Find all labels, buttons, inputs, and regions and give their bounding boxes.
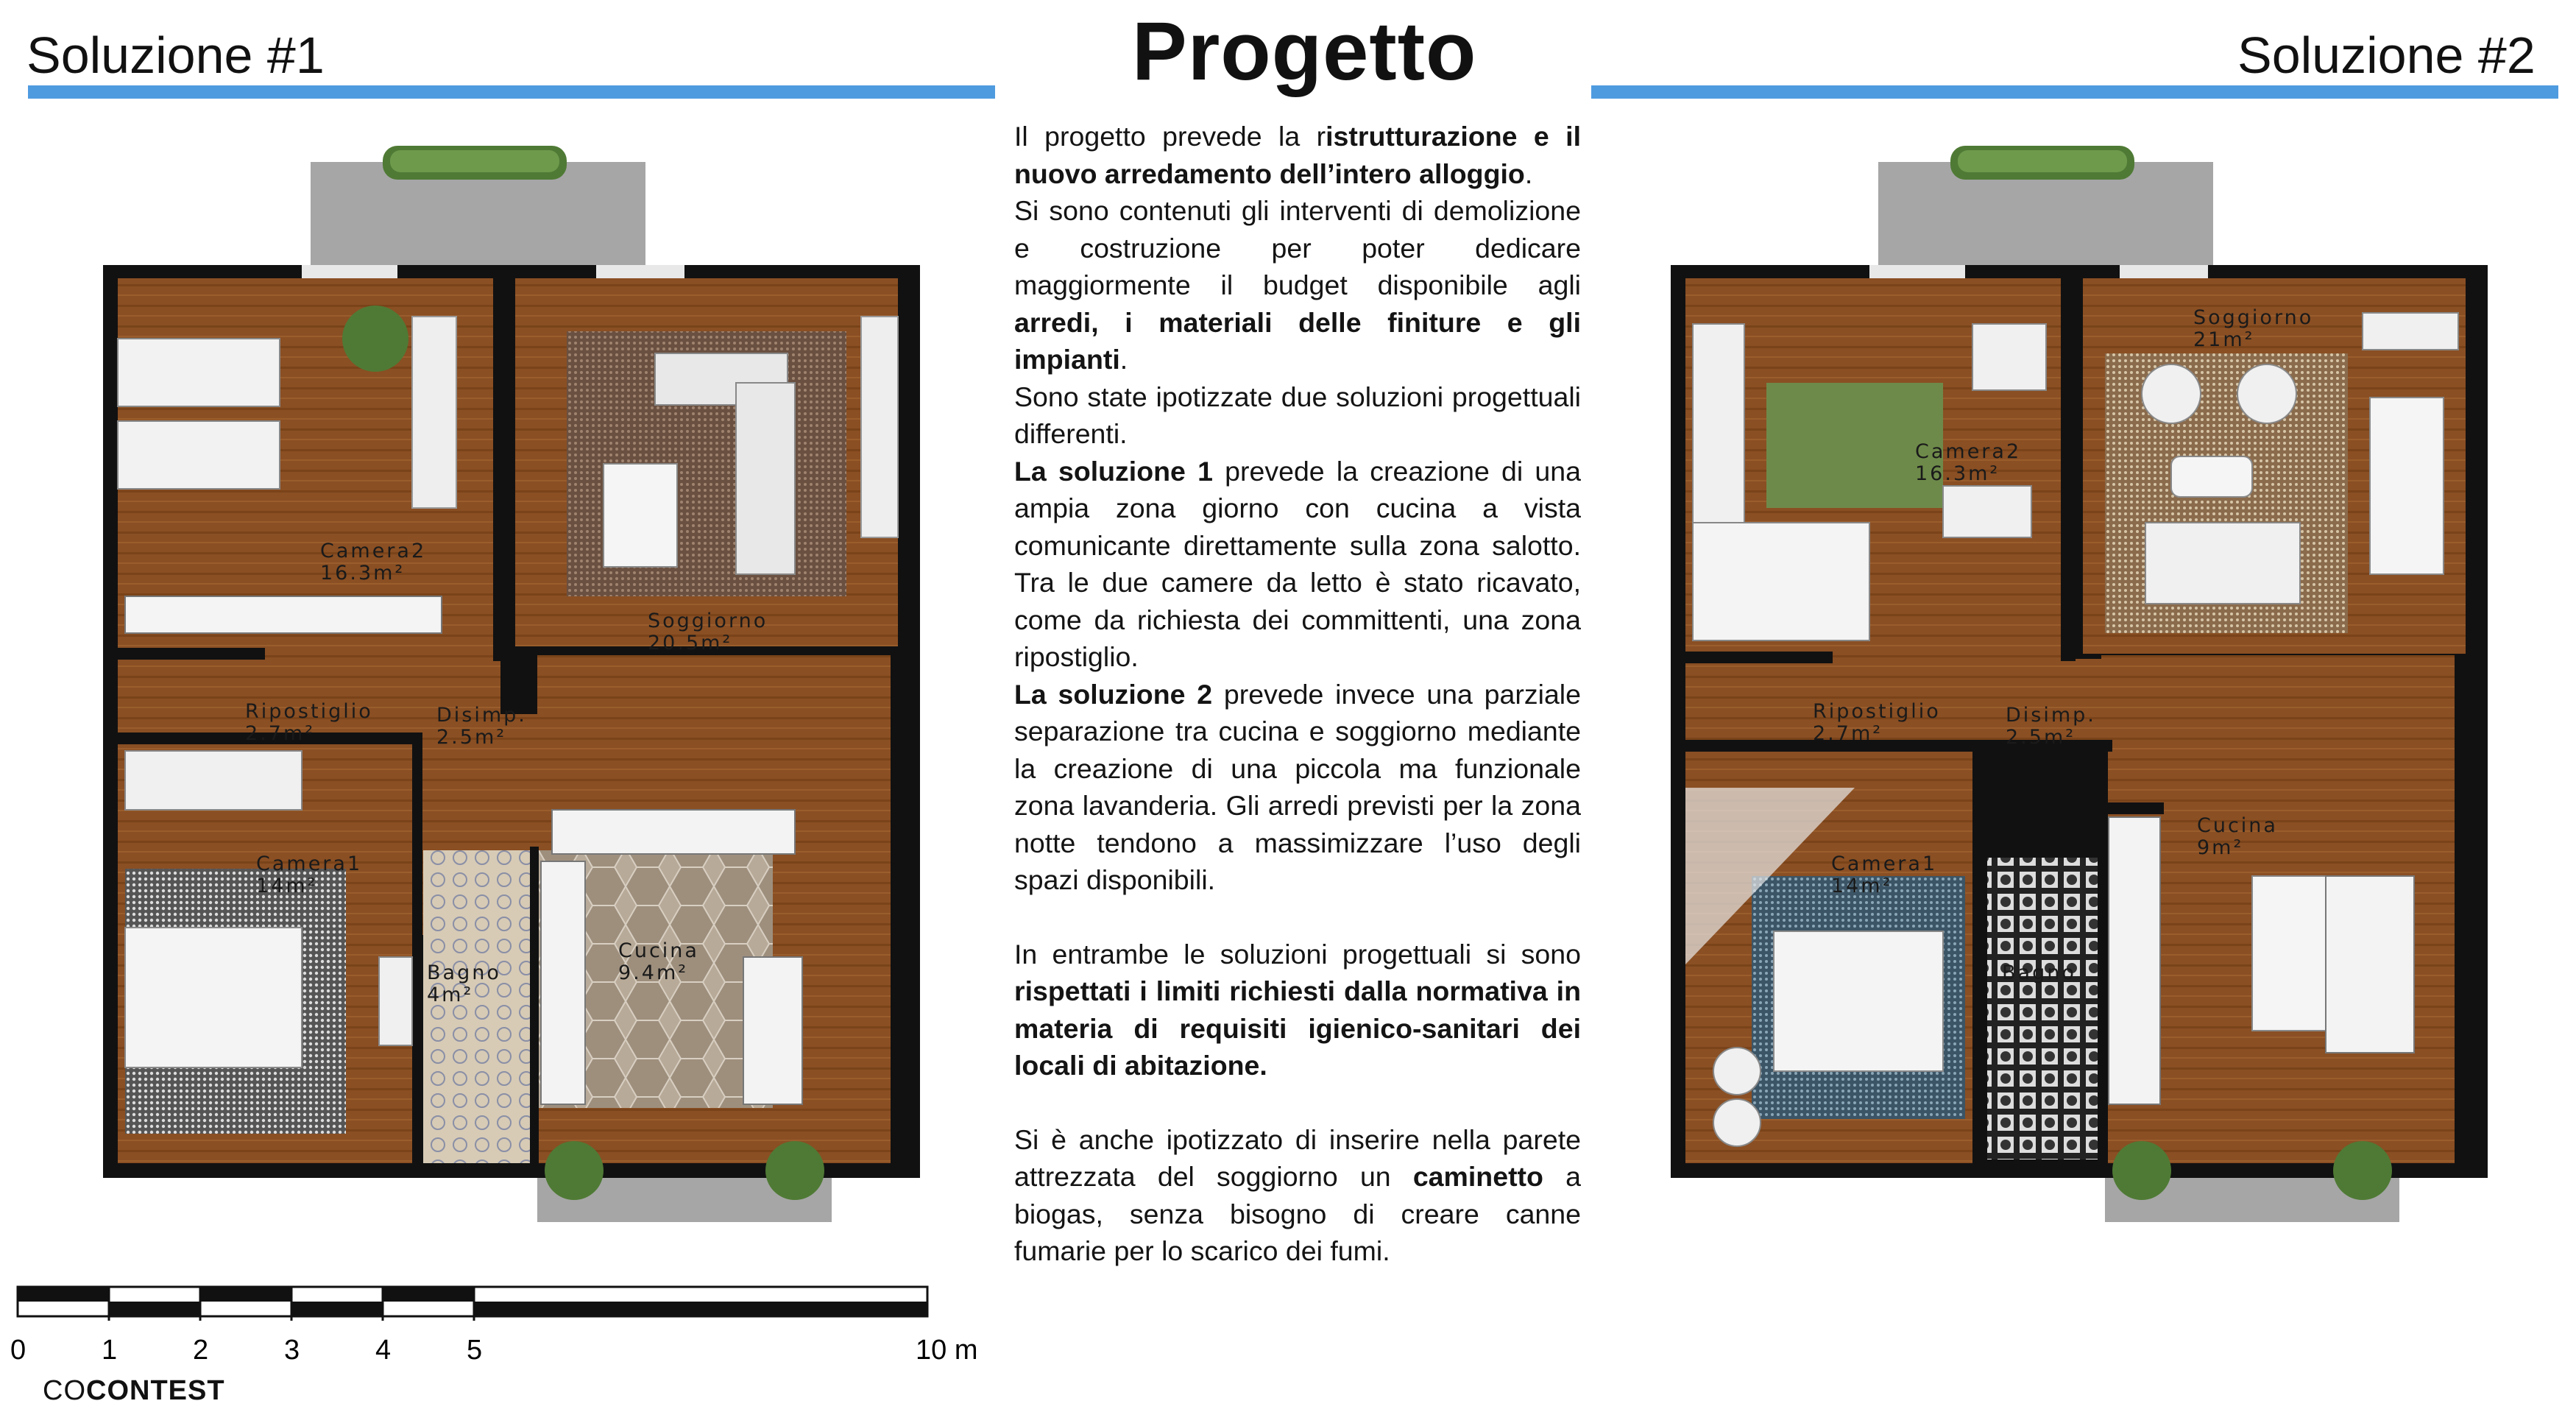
scale-label-3: 3 — [284, 1335, 300, 1366]
scale-label-5: 5 — [467, 1335, 483, 1366]
paragraph-3: Sono state ipotizzate due soluzioni progettuali differenti. — [1014, 381, 1581, 449]
svg-text:9m²: 9m² — [2197, 836, 2244, 859]
plant-icon — [1950, 146, 2134, 180]
paragraph-1: Il progetto prevede la ristrutturazione e il nuovo arredamento dell’intero alloggio. — [1014, 121, 1581, 189]
scale-label-10m: 10 m — [916, 1335, 978, 1366]
solution-1-title: Soluzione #1 — [26, 27, 325, 84]
scale-label-0: 0 — [10, 1335, 26, 1366]
label-cucina: Cucina — [2197, 814, 2278, 837]
project-description — [1014, 118, 1581, 1270]
bagno-floor — [1987, 858, 2098, 1159]
table-icon — [604, 464, 677, 567]
scale-label-1: 1 — [102, 1335, 118, 1366]
floor-plan-solution-2 — [1663, 140, 2502, 1229]
svg-text:14m²: 14m² — [1831, 875, 1893, 897]
label-camera1: Camera1 — [1831, 853, 1938, 875]
svg-text:21m²: 21m² — [2193, 328, 2255, 351]
label-disimpegno: Disimp. — [436, 704, 527, 727]
label-camera1: Camera1 — [256, 853, 363, 875]
svg-text:16.3m²: 16.3m² — [320, 562, 406, 585]
svg-text:20.5m²: 20.5m² — [648, 632, 733, 654]
label-camera2: Camera2 — [320, 540, 427, 562]
svg-text:16.3m²: 16.3m² — [1915, 462, 2000, 485]
solution-1-bar — [28, 85, 995, 99]
bed-icon — [1693, 523, 1869, 640]
label-cucina: Cucina — [618, 939, 699, 962]
svg-text:4m²: 4m² — [427, 984, 474, 1006]
svg-text:2.5m²: 2.5m² — [436, 726, 507, 749]
label-ripostiglio: Ripostiglio — [1813, 700, 1941, 723]
solution-2-bar — [1591, 85, 2558, 99]
scale-label-2: 2 — [193, 1335, 209, 1366]
solution-2-title: Soluzione #2 — [2237, 27, 2536, 84]
bed-icon — [125, 928, 302, 1067]
label-bagno: Bagno — [427, 961, 501, 984]
svg-text:9.4m²: 9.4m² — [618, 961, 689, 984]
bagno-floor — [423, 850, 534, 1163]
svg-text:2.7m²: 2.7m² — [1813, 722, 1883, 745]
paragraph-5: La soluzione 2 prevede invece una parziale separazione tra cucina e soggiorno mediante la creazione di una piccola ma funzionale zona lavanderia. Gli arredi previsti per la zona notte tendono a massimizzare l’uso degli spazi disponibili. — [1014, 678, 1581, 895]
label-soggiorno: Soggiorno — [2193, 306, 2314, 329]
cocontest-logo: COCONTEST — [43, 1375, 225, 1406]
bed-icon — [1774, 931, 1943, 1071]
label-ripostiglio: Ripostiglio — [245, 700, 373, 723]
paragraph-6: In entrambe le soluzioni progettuali si sono rispettati i limiti richiesti dalla normativa in materia di requisiti igienico-sanitari dei locali di abitazione. — [1014, 938, 1581, 1081]
scale-bar — [10, 1279, 989, 1368]
label-camera2: Camera2 — [1915, 440, 2022, 463]
label-soggiorno: Soggiorno — [648, 610, 768, 632]
svg-text:2.7m²: 2.7m² — [245, 722, 316, 745]
page-title: Progetto — [1132, 5, 1477, 97]
svg-text:14m²: 14m² — [256, 875, 318, 897]
paragraph-2: Si sono contenuti gli interventi di demolizione e costruzione per poter dedicare maggiormente il budget disponibile agli arredi, i materiali delle finiture e gli impianti. — [1014, 195, 1581, 375]
floor-plan-solution-1 — [96, 140, 935, 1229]
bed-icon — [118, 339, 280, 406]
table-icon — [2171, 456, 2252, 497]
svg-text:2.5m²: 2.5m² — [2006, 726, 2076, 749]
label-bagno: Bagno — [2002, 961, 2076, 984]
sofa-icon — [2145, 523, 2300, 604]
plant-icon — [383, 146, 567, 180]
label-disimpegno: Disimp. — [2006, 704, 2096, 727]
table-icon — [2370, 398, 2444, 574]
paragraph-4: La soluzione 1 prevede la creazione di una ampia zona giorno con cucina a vista comunicante direttamente sulla zona salotto. Tra le due camere da letto è stato ricavato, come da richiesta dei committenti, una zona ripostiglio. — [1014, 455, 1581, 672]
paragraph-7: Si è anche ipotizzato di inserire nella parete attrezzata del soggiorno un caminetto a biogas, senza bisogno di creare canne fumarie per lo scarico dei fumi. — [1014, 1123, 1581, 1266]
scale-label-4: 4 — [375, 1335, 392, 1366]
bed-icon — [118, 421, 280, 489]
